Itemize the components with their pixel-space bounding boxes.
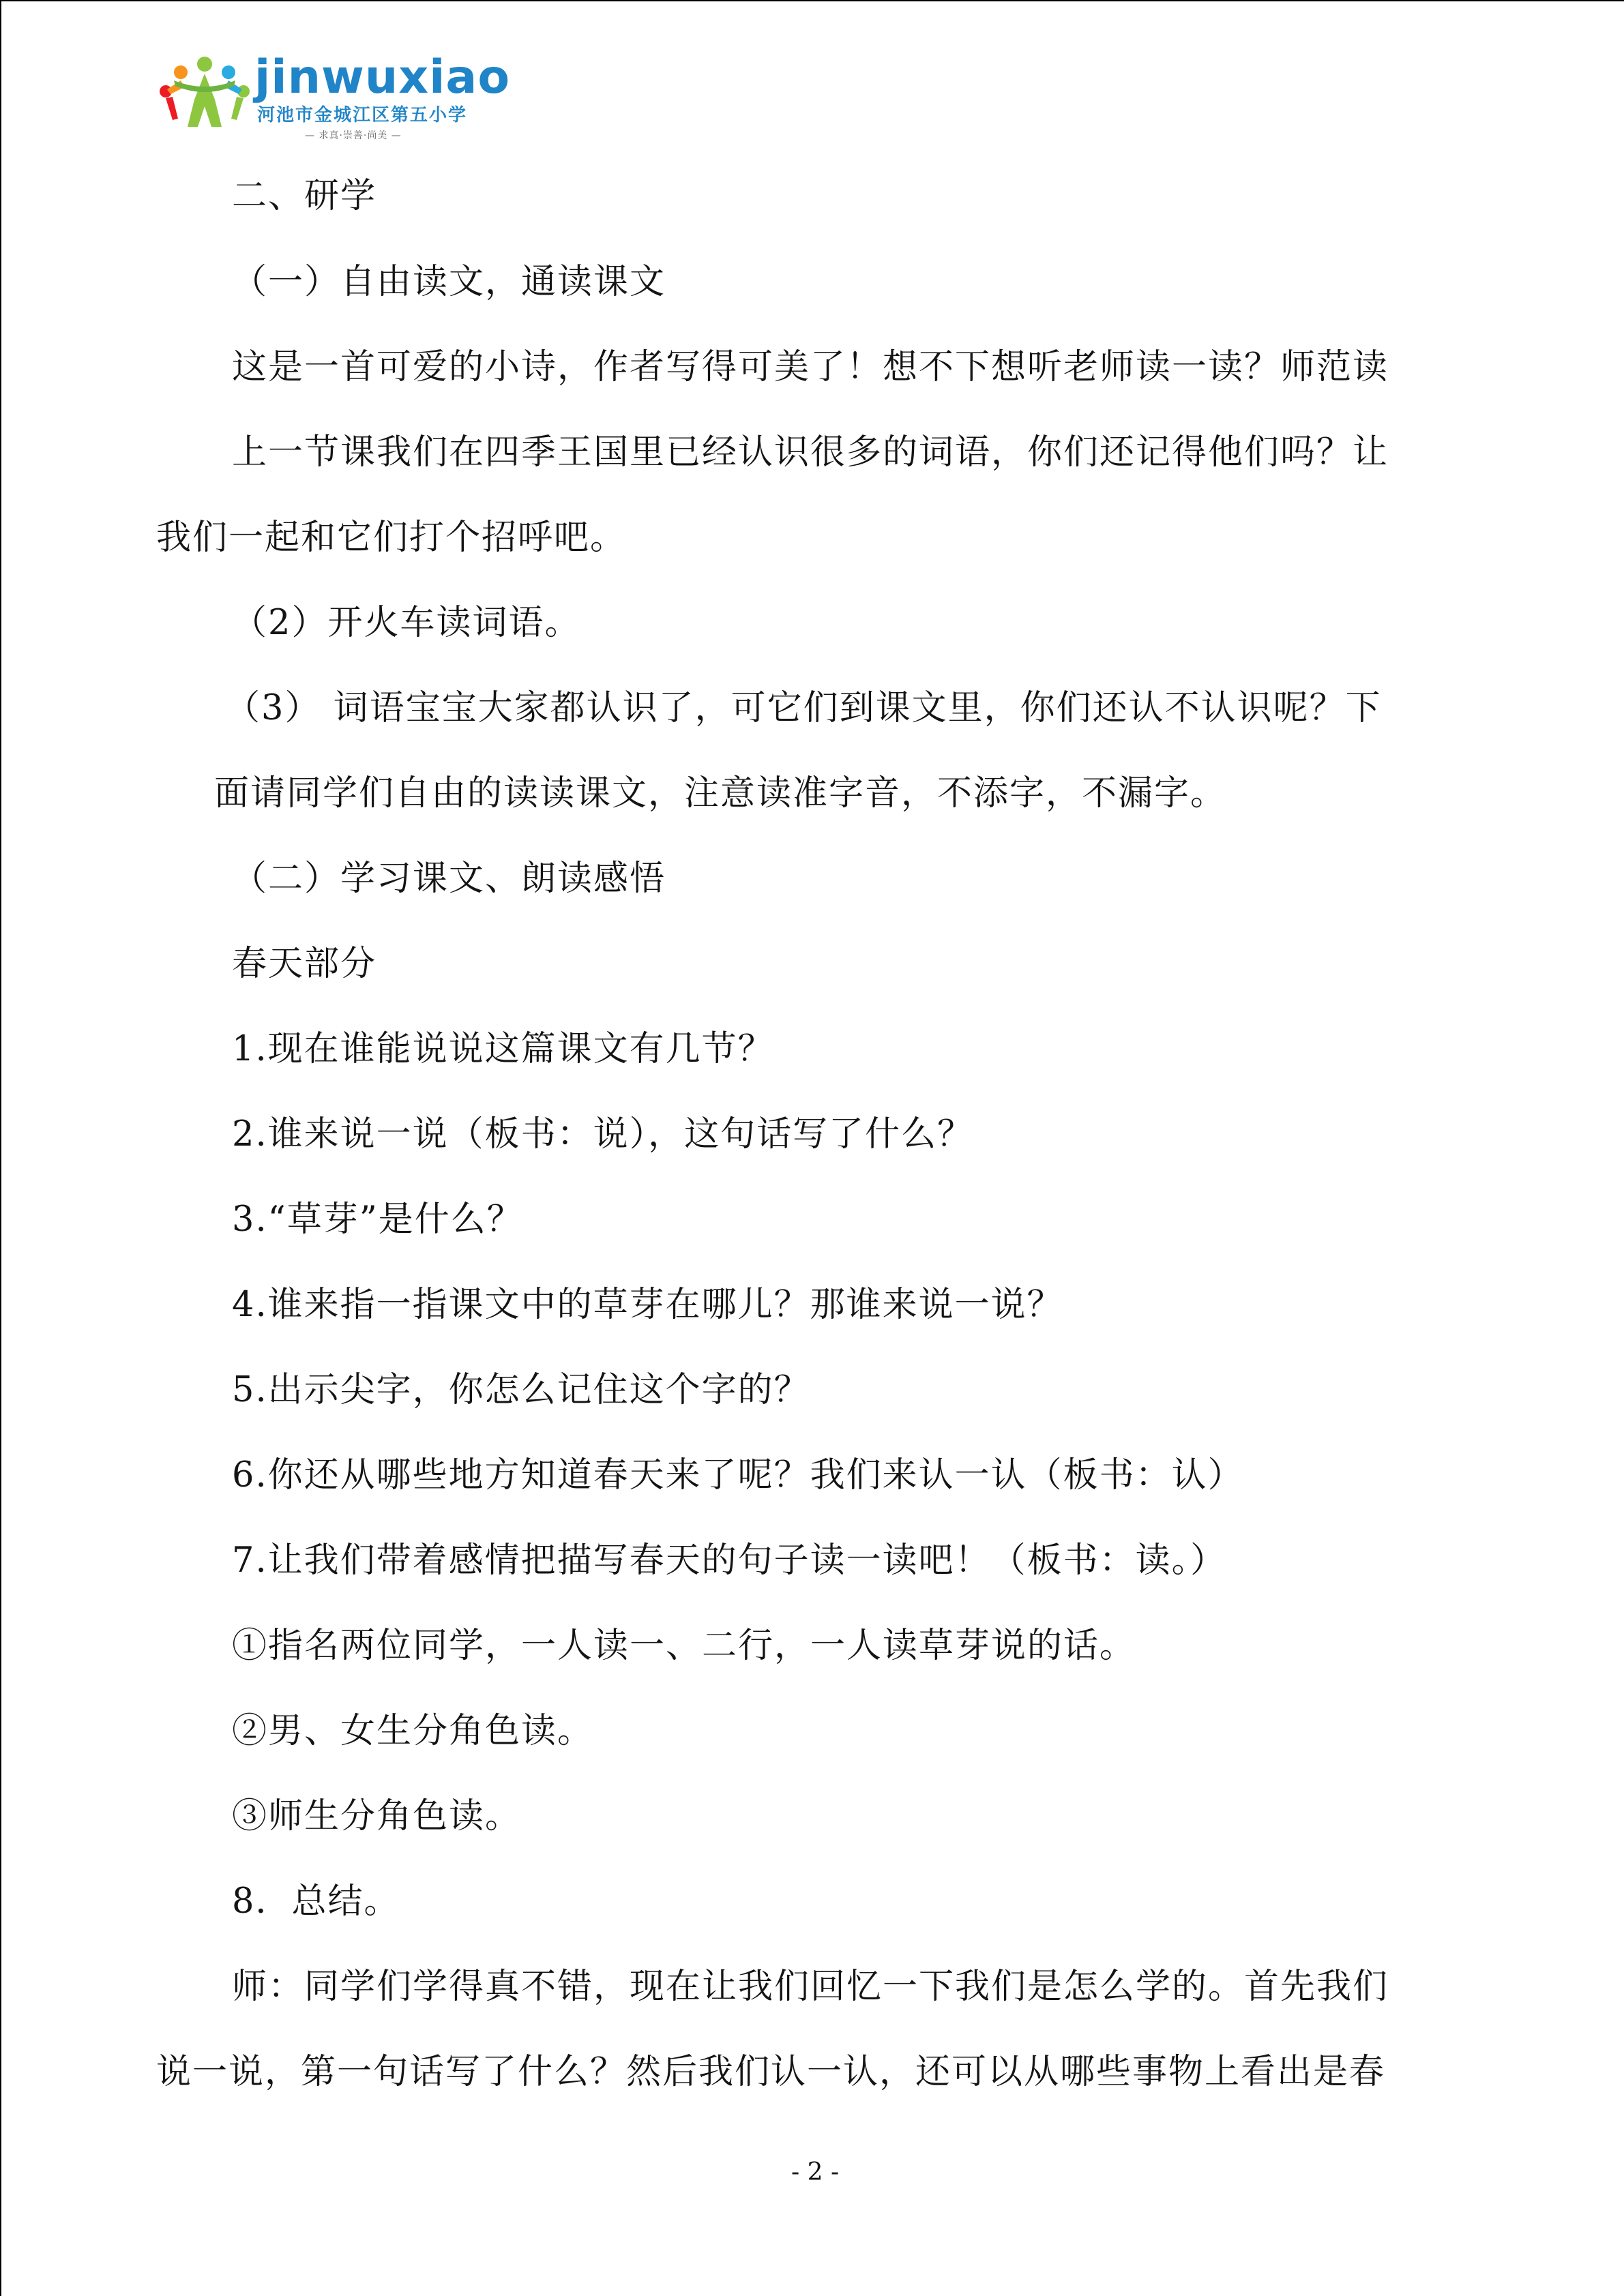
list-item: ①指名两位同学，一人读一、二行，一人读草芽说的话。: [232, 1626, 1136, 1666]
subsection-heading: （一）自由读文，通读课文: [232, 262, 666, 302]
logo-motto: — 求真·崇善·尚美 —: [305, 130, 402, 141]
list-item: 5.出示尖字，你怎么记住这个字的？: [232, 1370, 810, 1410]
page-number: - 2 -: [791, 2158, 840, 2186]
paragraph-line: 师：同学们学得真不错，现在让我们回忆一下我们是怎么学的。首先我们: [232, 1967, 1389, 2007]
section-heading: 二、研学: [232, 176, 377, 216]
paragraph-line: 面请同学们自由的读读课文，注意读准字音，不添字，不漏字。: [214, 773, 1227, 814]
subsection-heading: （二）学习课文、朗读感悟: [232, 859, 666, 899]
list-item: 1.现在谁能说说这篇课文有几节？: [232, 1029, 774, 1069]
paragraph-line: 上一节课我们在四季王国里已经认识很多的词语，你们还记得他们吗？让: [232, 432, 1389, 473]
paragraph-line: 我们一起和它们打个招呼吧。: [156, 518, 627, 558]
list-item: 2.谁来说一说（板书：说），这句话写了什么？: [232, 1114, 974, 1154]
logo-name: jinwuxiao: [254, 50, 511, 104]
list-item: 7.让我们带着感情把描写春天的句子读一读吧！（板书：读。）: [232, 1540, 1227, 1581]
logo-school-name: 河池市金城江区第五小学: [257, 105, 468, 125]
list-item: 6.你还从哪些地方知道春天来了呢？我们来认一认（板书：认）: [232, 1455, 1244, 1495]
paragraph-line: （3） 词语宝宝大家都认识了，可它们到课文里，你们还认不认识呢？下: [225, 688, 1382, 728]
paragraph-line: 这是一首可爱的小诗，作者写得可美了！想不下想听老师读一读？师范读: [232, 347, 1389, 387]
list-item: ②男、女生分角色读。: [232, 1711, 594, 1751]
list-item: 8．总结。: [232, 1881, 400, 1922]
paragraph-line: 春天部分: [232, 944, 377, 984]
list-item: 3.“草芽”是什么？: [232, 1199, 523, 1240]
list-item: 4.谁来指一指课文中的草芽在哪儿？那谁来说一说？: [232, 1285, 1063, 1325]
paragraph-line: 说一说，第一句话写了什么？然后我们认一认，还可以从哪些事物上看出是春: [156, 2052, 1386, 2092]
school-logo: [153, 48, 511, 150]
list-item: ③师生分角色读。: [232, 1796, 522, 1836]
paragraph-line: （2）开火车读词语。: [232, 603, 581, 643]
people-logo-icon: [153, 52, 256, 134]
